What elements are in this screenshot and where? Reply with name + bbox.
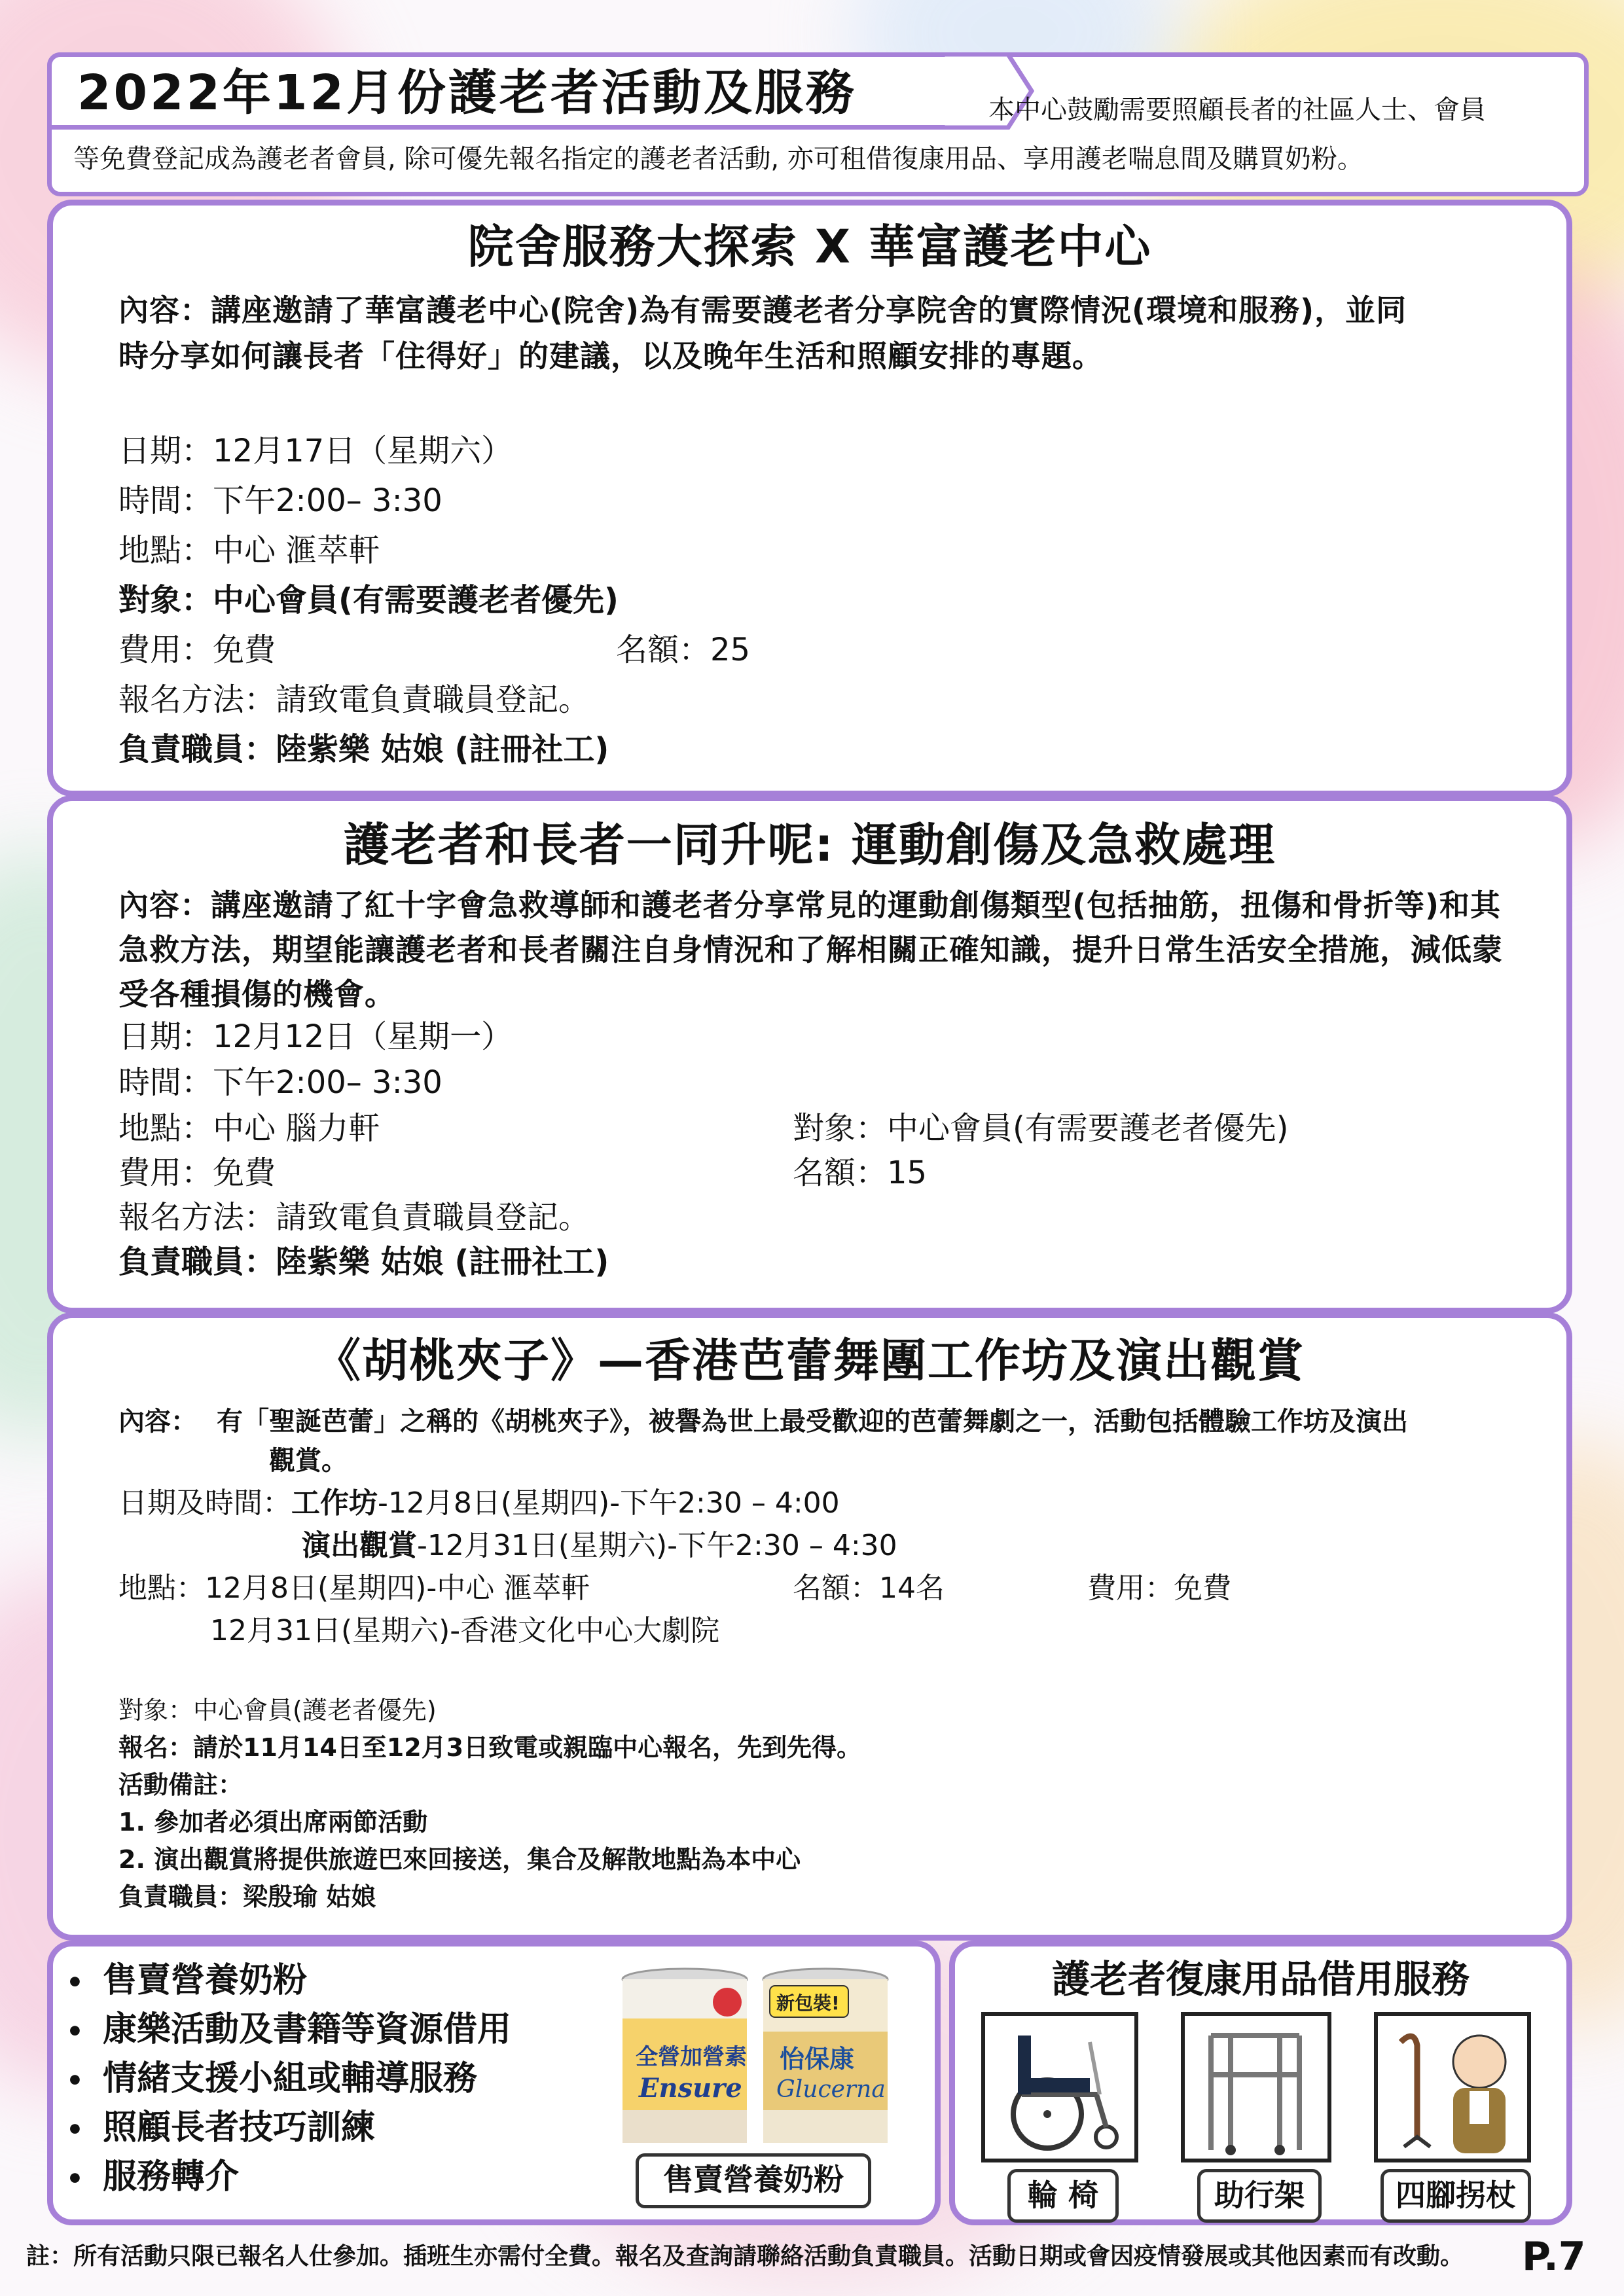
milk-powder-cans-image — [616, 1966, 897, 2156]
event1-content-line2: 時分享如何讓長者「住得好」的建議，以及晚年生活和照顧安排的專題。 — [118, 338, 1103, 374]
quad-cane-image — [1374, 2012, 1531, 2162]
event1-quota: 名額：25 — [616, 632, 751, 668]
event1-date: 日期：12月17日（星期六） — [118, 433, 513, 469]
event2-quota: 名額：15 — [793, 1155, 928, 1191]
event3-notes-title: 活動備註： — [118, 1770, 244, 1799]
event3-title: 《胡桃夾子》—香港芭蕾舞團工作坊及演出觀賞 — [315, 1334, 1305, 1388]
event3-datetime-label: 日期及時間： — [118, 1486, 291, 1520]
rehab-title: 護老者復康用品借用服務 — [1051, 1957, 1470, 2001]
event1-staff: 負責職員：陸紫樂 姑娘 (註冊社工) — [118, 731, 609, 768]
event2-content-line1: 內容：講座邀請了紅十字會急救導師和護老者分享常見的運動創傷類型(包括抽筋，扭傷和骨折等)和其 — [118, 888, 1502, 923]
header-intro-side: 本中心鼓勵需要照顧長者的社區人士、會員 — [988, 95, 1486, 125]
event2-signup: 報名方法：請致電負責職員登記。 — [118, 1199, 590, 1236]
footer-note: 註：所有活動只限已報名人仕參加。插班生亦需付全費。報名及查詢請聯絡活動負責職員。活動日期或會因疫情發展或其他因素而有改動。 — [26, 2243, 1464, 2270]
event2-content-line2: 急救方法，期望能讓護老者和長者關注自身情況和了解相關正確知識，提升日常生活安全措施，減低蒙 — [118, 932, 1503, 967]
wheelchair-image — [981, 2012, 1138, 2162]
event3-content-label: 內容： — [118, 1407, 197, 1437]
svg-text:Glucerna: Glucerna — [776, 2076, 886, 2103]
page-title: 2022年12月份護老者活動及服務 — [77, 65, 857, 121]
rehab-item-label: 輪 椅 — [1007, 2169, 1119, 2223]
event1-content-line1: 內容：講座邀請了華富護老中心(院舍)為有需要護老者分享院舍的實際情況(環境和服務)，並同 — [118, 293, 1407, 328]
event3-target: 對象：中心會員(護老者優先) — [118, 1696, 437, 1725]
rehab-panel — [949, 1941, 1572, 2225]
rehab-item-label: 助行架 — [1197, 2169, 1322, 2223]
quad-cane-icon — [1378, 2016, 1527, 2159]
event3-show-label: 演出觀賞 — [302, 1529, 417, 1562]
service-item: • 照顧長者技巧訓練 — [66, 2104, 375, 2154]
event1-fee: 費用：免費 — [118, 632, 276, 668]
service-item: • 情緒支援小組或輔導服務 — [66, 2054, 477, 2105]
event3-venue-1: 地點：12月8日(星期四)-中心 滙萃軒 — [118, 1571, 590, 1605]
event2-content — [118, 883, 1559, 1016]
rehab-item-label: 四腳拐杖 — [1380, 2169, 1531, 2223]
event3-panel — [47, 1312, 1572, 1941]
event2-staff: 負責職員：陸紫樂 姑娘 (註冊社工) — [118, 1244, 609, 1280]
event2-time: 時間：下午2:00– 3:30 — [118, 1064, 442, 1101]
event1-signup: 報名方法：請致電負責職員登記。 — [118, 681, 590, 718]
header-intro-line2: 等免費登記成為護老者會員, 除可優先報名指定的護老者活動, 亦可租借復康用品、享用護老喘息間及購買奶粉。 — [73, 144, 1363, 174]
event2-fee: 費用：免費 — [118, 1155, 276, 1191]
milk-powder-label: 售賣營養奶粉 — [636, 2153, 871, 2208]
event1-title: 院舍服務大探索 X 華富護老中心 — [467, 220, 1152, 274]
event2-title: 護老者和長者一同升呢: 運動創傷及急救處理 — [343, 818, 1276, 872]
event3-note-2: 2. 演出觀賞將提供旅遊巴來回接送，集合及解散地點為本中心 — [118, 1845, 801, 1874]
event3-note-1: 1. 參加者必須出席兩節活動 — [118, 1808, 428, 1837]
svg-text:怡保康: 怡保康 — [780, 2045, 855, 2073]
event2-date: 日期：12月12日（星期一） — [118, 1018, 513, 1055]
event2-panel — [47, 795, 1572, 1314]
walking-frame-image — [1181, 2012, 1331, 2162]
event3-workshop-time: -12月8日(星期四)-下午2:30 – 4:00 — [378, 1486, 840, 1520]
walking-frame-icon — [1185, 2016, 1327, 2159]
event1-venue: 地點：中心 滙萃軒 — [118, 532, 380, 569]
event1-content — [118, 287, 1559, 379]
svg-text:Ensure: Ensure — [639, 2073, 742, 2104]
wheelchair-icon — [985, 2016, 1134, 2159]
event3-datetime-row2 — [302, 1524, 897, 1568]
event3-content-line2: 觀賞。 — [269, 1446, 348, 1476]
event3-staff: 負責職員：梁殷瑜 姑娘 — [118, 1882, 376, 1911]
event3-fee: 費用：免費 — [1087, 1571, 1231, 1605]
page-number: P.7 — [1522, 2234, 1586, 2280]
svg-text:全營加營素: 全營加營素 — [636, 2044, 747, 2070]
event3-quota: 名額：14名 — [793, 1571, 945, 1605]
svg-text:新包裝!: 新包裝! — [776, 1992, 840, 2014]
event2-target: 對象：中心會員(有需要護老者優先) — [793, 1110, 1289, 1147]
event2-content-line3: 受各種損傷的機會。 — [118, 977, 395, 1012]
event1-panel — [47, 200, 1572, 797]
event3-workshop-label: 工作坊 — [291, 1486, 378, 1520]
service-item: • 服務轉介 — [66, 2153, 239, 2203]
event3-datetime-row1 — [118, 1482, 840, 1525]
event1-target: 對象：中心會員(有需要護老者優先) — [118, 582, 619, 619]
event1-time: 時間：下午2:00– 3:30 — [118, 482, 442, 519]
service-item: • 康樂活動及書籍等資源借用 — [66, 2005, 511, 2056]
event3-signup: 報名：請於11月14日至12月3日致電或親臨中心報名，先到先得。 — [118, 1733, 862, 1762]
event3-venue-2: 12月31日(星期六)-香港文化中心大劇院 — [210, 1614, 720, 1647]
service-item: • 售賣營養奶粉 — [66, 1956, 307, 2007]
services-panel — [47, 1941, 941, 2225]
event3-content-line1: 有「聖誕芭蕾」之稱的《胡桃夾子》，被譽為世上最受歡迎的芭蕾舞劇之一，活動包括體驗工作坊及演出 — [217, 1407, 1408, 1437]
event3-show-time: -12月31日(星期六)-下午2:30 – 4:30 — [417, 1529, 897, 1562]
event2-venue: 地點：中心 腦力軒 — [118, 1110, 380, 1147]
